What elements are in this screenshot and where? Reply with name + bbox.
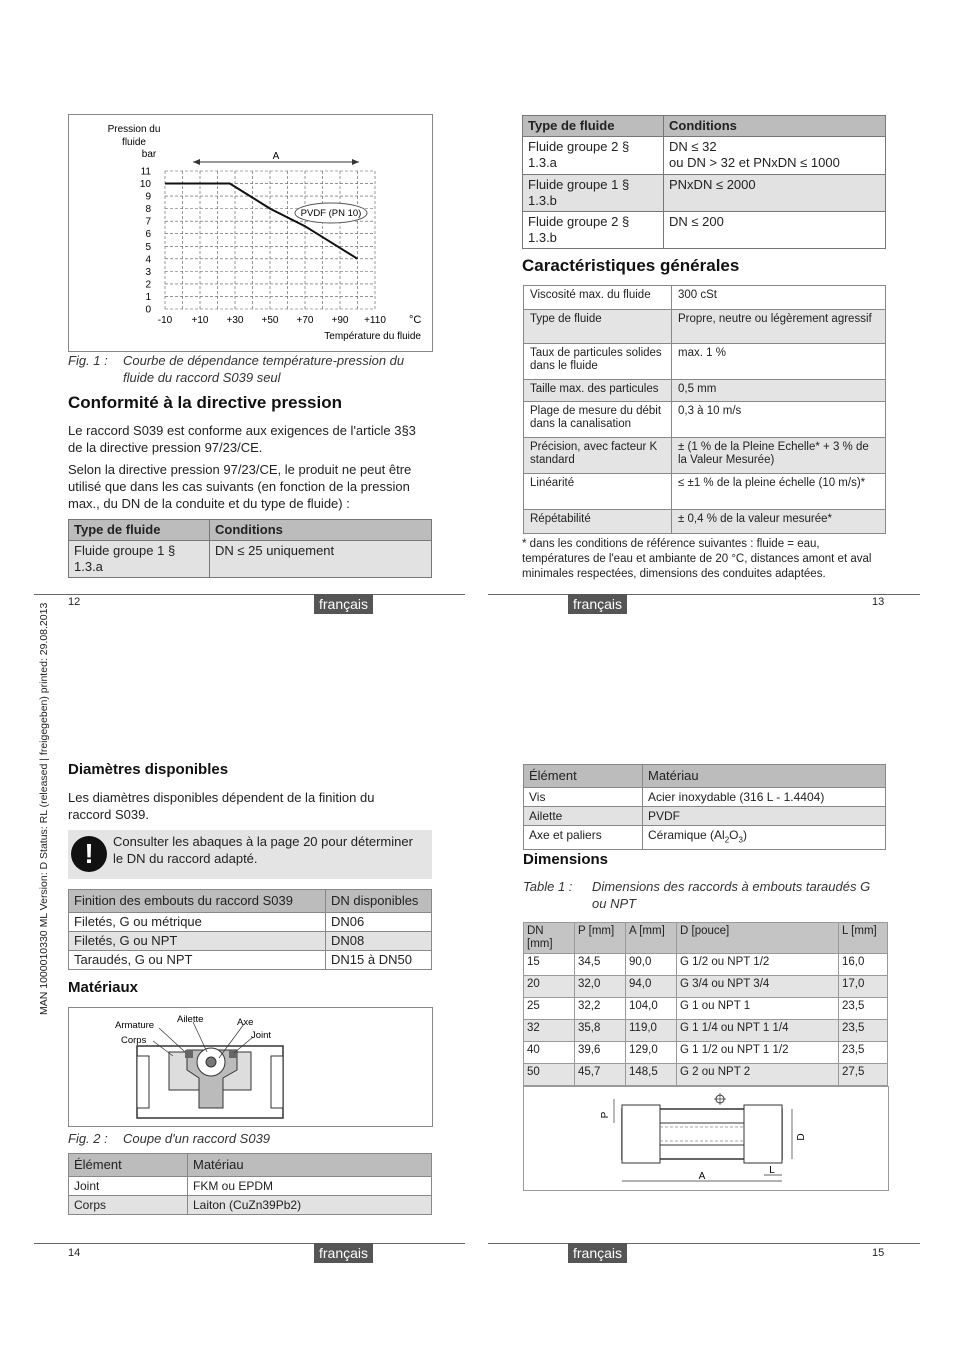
section-title-dimensions: Dimensions (523, 851, 609, 868)
table-cell: DN ≤ 25 uniquement (210, 541, 432, 578)
spec-label: Viscosité max. du fluide (524, 286, 672, 310)
table-cell: DN06 (326, 913, 432, 932)
spec-value: ± 0,4 % de la valeur mesurée* (672, 510, 886, 534)
page13-number: 13 (872, 596, 885, 608)
table-cell: Filetés, G ou NPT (69, 932, 326, 951)
table-cell: 17,0 (839, 976, 888, 998)
table-header: Élément (524, 765, 643, 788)
x-tick-label: +10 (191, 315, 209, 326)
y-tick-label: 8 (145, 204, 151, 216)
condition-line: DN ≤ 32 (669, 139, 717, 154)
table-cell: Corps (69, 1196, 188, 1215)
x-tick-label: +110 (364, 315, 386, 326)
range-a-label: A (272, 151, 280, 162)
table-cell: 50 (524, 1064, 575, 1086)
x-tick-label: +70 (296, 315, 314, 326)
pressure-chart-svg (69, 115, 432, 351)
dim-d-label: D (796, 1133, 807, 1141)
spec-label: Précision, avec facteur K standard (524, 438, 672, 474)
table-header: Élément (69, 1154, 188, 1177)
spec-value: ≤ ±1 % de la pleine échelle (10 m/s)* (672, 474, 886, 510)
port-left (137, 1056, 149, 1108)
warning-icon: ! (71, 836, 107, 872)
spec-value: 0,5 mm (672, 380, 886, 402)
spec-value: ± (1 % de la Pleine Echelle* + 3 % de la Valeur Mesurée) (672, 438, 886, 474)
table-header: DN disponibles (326, 890, 432, 913)
y-tick-label: 6 (145, 229, 151, 241)
page12-footer-rule (34, 594, 465, 595)
dimension-drawing-svg (524, 1087, 888, 1190)
dimensions-table (523, 922, 888, 1086)
table-cell: FKM ou EPDM (188, 1177, 432, 1196)
label-armature: Armature (115, 1020, 155, 1031)
table-cell: Filetés, G ou métrique (69, 913, 326, 932)
table-cell: 35,8 (575, 1020, 626, 1042)
table-cell: 39,6 (575, 1042, 626, 1064)
y-tick-label: 11 (140, 166, 151, 178)
table-header: D [pouce] (677, 923, 839, 954)
table-cell: 90,0 (626, 954, 677, 976)
table-header: Matériau (188, 1154, 432, 1177)
table-cell: Fluide groupe 1 § 1.3.a (69, 541, 210, 578)
page15-number: 15 (872, 1247, 885, 1259)
table1-number: Table 1 : (523, 879, 573, 894)
table-cell: 20 (524, 976, 575, 998)
table-cell: G 1 1/2 ou NPT 1 1/2 (677, 1042, 839, 1064)
page15-language-tag: français (568, 1243, 627, 1263)
spec-value: max. 1 % (672, 344, 886, 380)
table-cell: 45,7 (575, 1064, 626, 1086)
table-cell: 23,5 (839, 1020, 888, 1042)
dn-table (68, 889, 432, 970)
table-cell: 32 (524, 1020, 575, 1042)
fig2-number: Fig. 2 : (68, 1131, 108, 1146)
table-cell: Taraudés, G ou NPT (69, 951, 326, 970)
dim-a-label: A (698, 1171, 706, 1182)
table-cell: 15 (524, 954, 575, 976)
y-tick-label: 1 (145, 291, 151, 303)
page15-footer-rule (488, 1243, 920, 1244)
conformite-para2: Selon la directive pression 97/23/CE, le produit ne peut être utilisé que dans les cas suivants (en fonction de la pression max., du DN de la conduite et du type de fluide) : (68, 462, 412, 511)
section-drawing-svg (69, 1008, 432, 1126)
table-cell: Laiton (CuZn39Pb2) (188, 1196, 432, 1215)
conformite-para1: Le raccord S039 est conforme aux exigences de l'article 3§3 de la directive pression 97/23/CE. (68, 423, 416, 455)
side-print-info: MAN 1000010330 ML Version: D Status: RL (released | freigegeben) printed: 29.08.2013 (38, 602, 50, 1015)
table-header: Conditions (664, 116, 886, 137)
range-a-arrowhead-left (193, 159, 200, 165)
table-header: Finition des embouts du raccord S039 (69, 890, 326, 913)
table-header: DN [mm] (524, 923, 575, 954)
y-tick-label: 2 (145, 279, 151, 291)
x-tick-label: +30 (226, 315, 244, 326)
label-ailette: Ailette (177, 1014, 204, 1025)
table-cell: Joint (69, 1177, 188, 1196)
table-header: Type de fluide (69, 520, 210, 541)
pressure-table-p12 (68, 519, 432, 578)
section-title-materiaux: Matériaux (68, 979, 139, 996)
table-header: Matériau (643, 765, 886, 788)
y-tick-label: 7 (145, 216, 151, 228)
table-cell: 34,5 (575, 954, 626, 976)
y-tick-label: 0 (145, 304, 151, 316)
label-axe: Axe (237, 1017, 254, 1028)
section-drawing (68, 1007, 433, 1127)
page13-language-tag: français (568, 594, 627, 614)
formula-part: O (729, 828, 739, 842)
specs-footnote: * dans les conditions de référence suivantes : fluide = eau, températures de l'eau et ambiante de 20 °C, distances amont et aval minimales respectées, dimensions des conduites adaptées. (522, 538, 872, 580)
table-cell: G 1/2 ou NPT 1/2 (677, 954, 839, 976)
joint-left (185, 1050, 193, 1058)
fig1-caption: Courbe de dépendance température-pression du fluide du raccord S039 seul (123, 353, 405, 385)
note-text: Consulter les abaques à la page 20 pour déterminer le DN du raccord adapté. (113, 834, 413, 866)
pressure-chart (68, 114, 433, 352)
table-cell: DN08 (326, 932, 432, 951)
x-unit: °C (409, 314, 422, 326)
spec-value: 0,3 à 10 m/s (672, 402, 886, 438)
table-cell: 104,0 (626, 998, 677, 1020)
note-box (68, 830, 432, 879)
spec-label: Répétabilité (524, 510, 672, 534)
chart-xlabel: Température du fluide (324, 331, 421, 342)
page12-number: 12 (68, 596, 81, 608)
chart-ylabel-2: fluide (122, 137, 146, 148)
dim-p-label: P (600, 1111, 611, 1119)
condition-line: ou DN > 32 et PNxDN ≤ 1000 (669, 155, 840, 170)
table-cell: Vis (524, 788, 643, 807)
table-cell: DN ≤ 200 (664, 212, 886, 249)
y-tick-label: 10 (139, 179, 151, 191)
page14-number: 14 (68, 1247, 81, 1259)
section-title-diametres: Diamètres disponibles (68, 761, 229, 778)
table-cell: 148,5 (626, 1064, 677, 1086)
fitting-bore (660, 1123, 744, 1145)
table-cell: Fluide groupe 2 § 1.3.a (523, 137, 664, 175)
formula-part: Céramique (Al (648, 828, 725, 842)
table-header: Conditions (210, 520, 432, 541)
chart-ylabel-3: bar (141, 149, 157, 160)
table-cell: G 2 ou NPT 2 (677, 1064, 839, 1086)
range-a-arrowhead-right (352, 159, 359, 165)
page13-footer-rule (488, 594, 920, 595)
y-tick-label: 9 (145, 191, 151, 203)
table-cell: 23,5 (839, 998, 888, 1020)
table-cell: PNxDN ≤ 2000 (664, 175, 886, 212)
table-cell: 27,5 (839, 1064, 888, 1086)
page14-language-tag: français (314, 1243, 373, 1263)
table-cell: 23,5 (839, 1042, 888, 1064)
y-tick-label: 3 (145, 266, 151, 278)
series-label: PVDF (PN 10) (300, 208, 362, 219)
section-title-conformite: Conformité à la directive pression (68, 393, 342, 412)
table-cell: 40 (524, 1042, 575, 1064)
table-cell: PVDF (643, 807, 886, 826)
table-cell (643, 826, 886, 850)
materials-table-p15 (523, 764, 886, 850)
fitting-end-left (622, 1105, 660, 1163)
table-cell: 32,2 (575, 998, 626, 1020)
page12-language-tag: français (314, 594, 373, 614)
section-title-caracteristiques: Caractéristiques générales (522, 256, 740, 275)
table-cell: Acier inoxydable (316 L - 1.4404) (643, 788, 886, 807)
table-cell: Axe et paliers (524, 826, 643, 850)
y-tick-label: 5 (145, 241, 151, 253)
y-tick-label: 4 (145, 254, 151, 266)
table-header: P [mm] (575, 923, 626, 954)
materials-table-p14 (68, 1153, 432, 1215)
fig1-number: Fig. 1 : (68, 353, 108, 368)
spec-label: Taille max. des particules (524, 380, 672, 402)
table-header: L [mm] (839, 923, 888, 954)
table-cell: Ailette (524, 807, 643, 826)
specs-table (523, 285, 886, 534)
port-right (271, 1056, 283, 1108)
dimension-drawing (523, 1086, 889, 1191)
spec-value: 300 cSt (672, 286, 886, 310)
spec-label: Taux de particules solides dans le fluide (524, 344, 672, 380)
spec-label: Plage de mesure du débit dans la canalisation (524, 402, 672, 438)
table-cell (664, 137, 886, 175)
table-cell: 16,0 (839, 954, 888, 976)
table1-caption: Dimensions des raccords à embouts taraudés G ou NPT (592, 879, 871, 911)
x-tick-label: +90 (331, 315, 349, 326)
formula-sub: 2 (724, 835, 730, 845)
formula-sub: 3 (738, 835, 743, 845)
table-cell: G 1 1/4 ou NPT 1 1/4 (677, 1020, 839, 1042)
fitting-end-right (744, 1105, 782, 1163)
table-cell: Fluide groupe 1 § 1.3.b (523, 175, 664, 212)
x-tick-label: -10 (157, 315, 173, 326)
page14-footer-rule (34, 1243, 465, 1244)
table-cell: 129,0 (626, 1042, 677, 1064)
chart-ylabel-1: Pression du (107, 124, 161, 135)
diametres-para: Les diamètres disponibles dépendent de la finition du raccord S039. (68, 790, 375, 822)
x-tick-label: +50 (261, 315, 279, 326)
spec-label: Linéarité (524, 474, 672, 510)
axe-center (206, 1057, 216, 1067)
table-cell: Fluide groupe 2 § 1.3.b (523, 212, 664, 249)
table-cell: G 1 ou NPT 1 (677, 998, 839, 1020)
formula-part: ) (742, 828, 747, 842)
table-cell: DN15 à DN50 (326, 951, 432, 970)
table-header: Type de fluide (523, 116, 664, 137)
table-cell: 25 (524, 998, 575, 1020)
spec-label: Type de fluide (524, 310, 672, 344)
table-header: A [mm] (626, 923, 677, 954)
table-cell: 32,0 (575, 976, 626, 998)
dim-l-label: L (769, 1165, 775, 1176)
table-cell: 94,0 (626, 976, 677, 998)
label-joint: Joint (251, 1030, 272, 1041)
table-cell: G 3/4 ou NPT 3/4 (677, 976, 839, 998)
pressure-table-p13 (522, 115, 886, 249)
spec-value: Propre, neutre ou légèrement agressif (672, 310, 886, 344)
table-cell: 119,0 (626, 1020, 677, 1042)
label-corps: Corps (121, 1035, 147, 1046)
fig2-caption: Coupe d'un raccord S039 (123, 1131, 271, 1146)
